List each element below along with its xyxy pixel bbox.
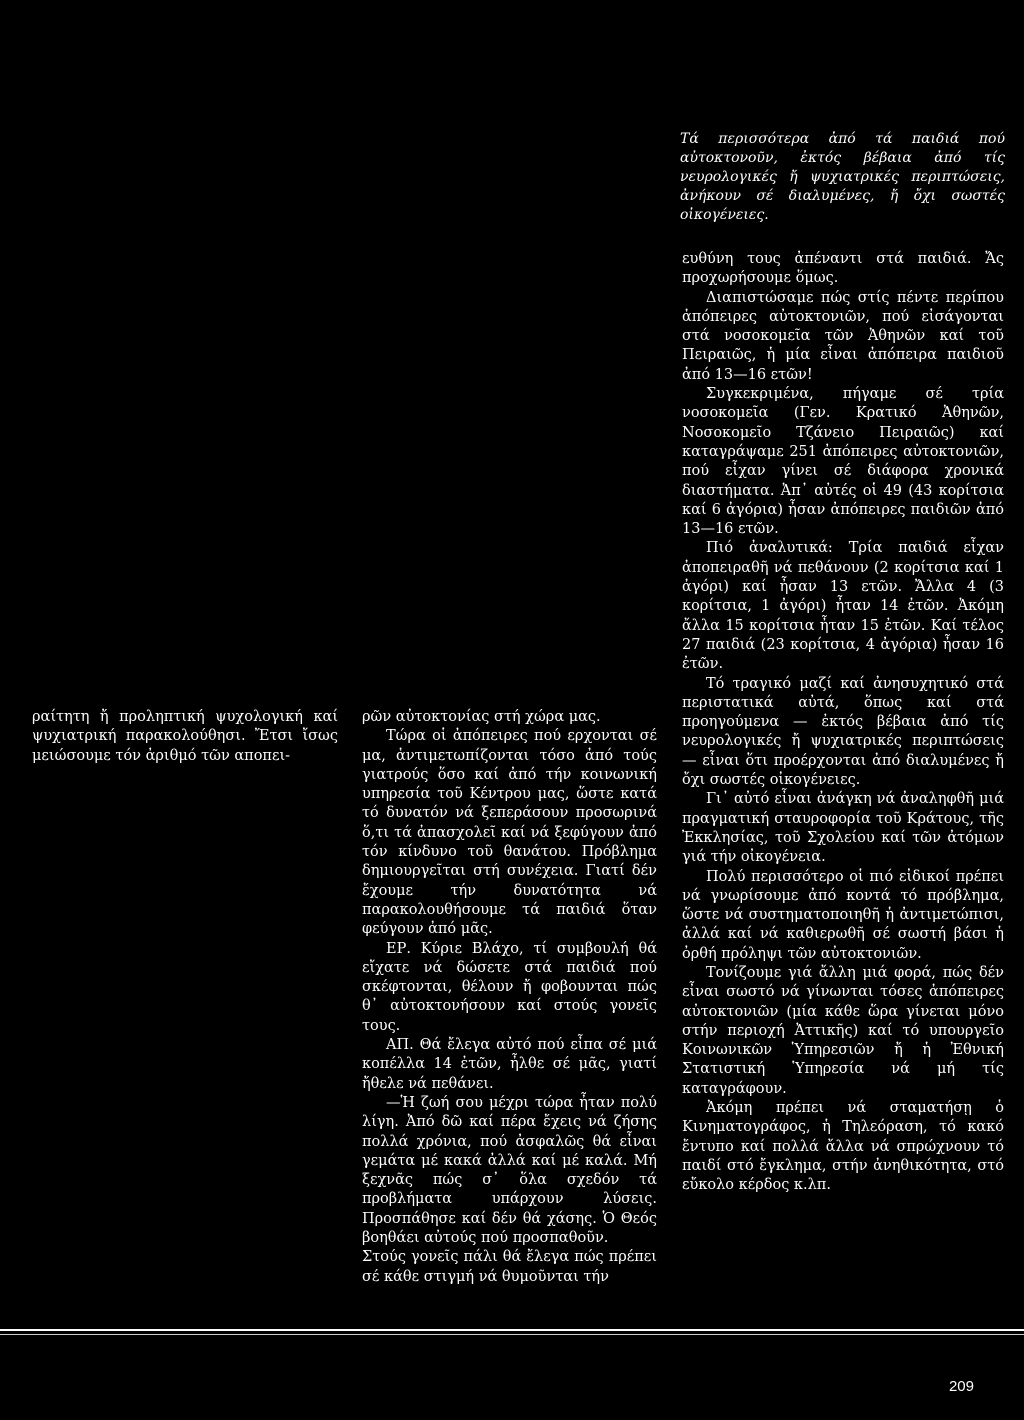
paragraph: Τώρα οἱ ἀπόπειρες πού ερχονται σέ μα, ἀντιμετωπίζονται τόσο ἀπό τούς γιατρούς ὅσο καί ἀπό τήν κοινωνική υπηρεσία τοῦ Κέντρου μας, ὥστε κατά τό δυνατόν νά ξεπεράσουν προσωρινά ὅ,τι τά ἀπασχολεῖ καί νά ξεφύγουν ἀπό τόν κίνδυνο τοῦ θανάτου. Πρόβλημα δημιουργεῖται στή συνέχεια. Γιατί δέν ἔχουμε τήν δυνατότητα νά παρακολουθήσουμε τά παιδιά ὅταν φεύγουν ἀπό μᾶς. <box>362 728 657 938</box>
paragraph: —Ἡ ζωή σου μέχρι τώρα ἦταν πολύ λίγη. Ἀπό δῶ καί πέρα ἔχεις νά ζήσης πολλά χρόνια, πού ἀσφαλῶς θά εἶναι γεμάτα μέ κακά ἀλλά καί μέ καλά. Μή ξεχνᾶς πώς σ᾽ ὅλα σχεδόν τά προβλήματα υπάρχουν λύσεις. Προσπάθησε καί δέν θά χάσης. Ὁ Θεός βοηθάει αὐτούς πού προσπαθοῦν. <box>362 1094 657 1247</box>
paragraph: Τό τραγικό μαζί καί ἀνησυχητικό στά περιστατικά αὐτά, ὅπως καί στά προηγούμενα — ἐκτός βέβαια ἀπό τίς νευρολογικές ἤ ψυχιατρικές περιπτώσεις — εἶναι ὅτι προέρχονται ἀπό διαλυμένες ἤ ὄχι σωστές οἰκογένειες. <box>682 675 1004 789</box>
text-column-middle <box>362 708 657 1287</box>
paragraph: Γι᾽ αὐτό εἶναι ἀνάγκη νά ἀναληφθῆ μιά πραγματική σταυροφορία τοῦ Κράτους, τῆς Ἐκκλησίας, τοῦ Σχολείου καί τῶν ἀτόμων γιά τήν οἰκογένεια. <box>682 791 1004 866</box>
page-number: 209 <box>948 1378 974 1395</box>
text-column-right <box>682 250 1004 1196</box>
paragraph: ΑΠ. Θά ἔλεγα αὐτό πού εἶπα σέ μιά κοπέλλα 14 ἐτῶν, ἦλθε σέ μᾶς, γιατί ἤθελε νά πεθάνει. <box>362 1037 657 1092</box>
paragraph: Πολύ περισσότερο οἱ πιό εἰδικοί πρέπει νά γνωρίσουμε ἀπό κοντά τό πρόβλημα, ὥστε νά συστηματοποιηθῆ ἡ ἀντιμετώπισι, ἀλλά καί νά καθιερωθῆ σέ σωστή βάσι ἡ ὀρθή πρόληψι τῶν αὐτοκτονιῶν. <box>682 868 1004 962</box>
paragraph: Τονίζουμε γιά ἄλλη μιά φορά, πώς δέν εἶναι σωστό νά γίνωνται τόσες ἀπόπειρες αὐτοκτονιῶν (μία κάθε ὥρα γίνεται μόνο στήν περιοχή Ἀττικῆς) καί τό υπουργεῖο Κοινωνικῶν Ὑπηρεσιῶν ἤ ἡ Ἐθνική Στατιστική Ὑπηρεσία νά μή τίς καταγράφουν. <box>682 964 1004 1097</box>
paragraph: Ἀκόμη πρέπει νά σταματήσῃ ὁ Κινηματογράφος, ἡ Τηλεόραση, τό κακό ἔντυπο καί πολλά ἄλλα νά σπρώχνουν τό παιδί στό ἔγκλημα, στήν ἀνηθικότητα, στό εὔκολο κέρδος κ.λπ. <box>682 1100 1004 1194</box>
paragraph: Στούς γονεῖς πάλι θά ἔλεγα πώς πρέπει σέ κάθε στιγμή νά θυμοῦνται τήν <box>362 1249 657 1285</box>
footer-rule-thin <box>0 1334 1024 1335</box>
footer-rule <box>0 1329 1024 1331</box>
paragraph: ραίτητη ἤ προληπτική ψυχολογική καί ψυχιατρική παρακολούθησι. Ἔτσι ἴσως μειώσουμε τόν ἀριθμό τῶν αποπει- <box>32 709 338 764</box>
text-column-left <box>32 708 338 766</box>
paragraph: Διαπιστώσαμε πώς στίς πέντε περίπου ἀπόπειρες αὐτοκτονιῶν, πού εἰσάγονται στά νοσοκομεῖα τῶν Ἀθηνῶν καί τοῦ Πειραιῶς, ἡ μία εἶναι ἀπόπειρα παιδιοῦ ἀπό 13—16 ετῶν! <box>682 289 1004 383</box>
paragraph: Πιό ἀναλυτικά: Τρία παιδιά εἶχαν ἀποπειραθῆ νά πεθάνουν (2 κορίτσια καί 1 ἀγόρι) καί ἦσαν 13 ετῶν. Ἄλλα 4 (3 κορίτσια, 1 ἀγόρι) ἦταν 14 ἐτῶν. Ἀκόμη ἄλλα 15 κορίτσια ἦταν 15 ἐτῶν. Καί τέλος 27 παιδιά (23 κορίτσια, 4 ἀγόρια) ἦσαν 16 ἐτῶν. <box>682 540 1004 673</box>
paragraph: Συγκεκριμένα, πήγαμε σέ τρία νοσοκομεῖα (Γεν. Κρατικό Ἀθηνῶν, Νοσοκομεῖο Τζάνειο Πειραιῶς) καί καταγράψαμε 251 ἀπόπειρες αὐτοκτονιῶν, πού εἶχαν γίνει σέ διάφορα χρονικά διαστήματα. Ἀπ᾽ αὐτές οἱ 49 (43 κορίτσια καί 6 ἀγόρια) ἦσαν ἀπόπειρες παιδιῶν ἀπό 13—16 ετῶν. <box>682 386 1004 538</box>
photo-caption: Τά περισσότερα ἀπό τά παιδιά πού αὐτοκτονοῦν, ἐκτός βέβαια ἀπό τίς νευρολογικές ἤ ψυχιατρικές περιπτώσεις, ἀνήκουν σέ διαλυμένες, ἤ ὄχι σωστές οἰκογένειες. <box>680 131 1005 223</box>
paragraph: ευθύνη τους ἀπέναντι στά παιδιά. Ἄς προχωρήσουμε ὅμως. <box>682 251 1004 287</box>
paragraph: ΕΡ. Κύριε Βλάχο, τί συμβουλή θά εἴχατε νά δώσετε στά παιδιά πού σκέφτονται, θέλουν ἤ φοβουνται πώς θ᾽ αὐτοκτονήσουν καί στούς γονεῖς τους. <box>362 940 657 1034</box>
paragraph: ρῶν αὐτοκτονίας στή χώρα μας. <box>362 709 601 725</box>
